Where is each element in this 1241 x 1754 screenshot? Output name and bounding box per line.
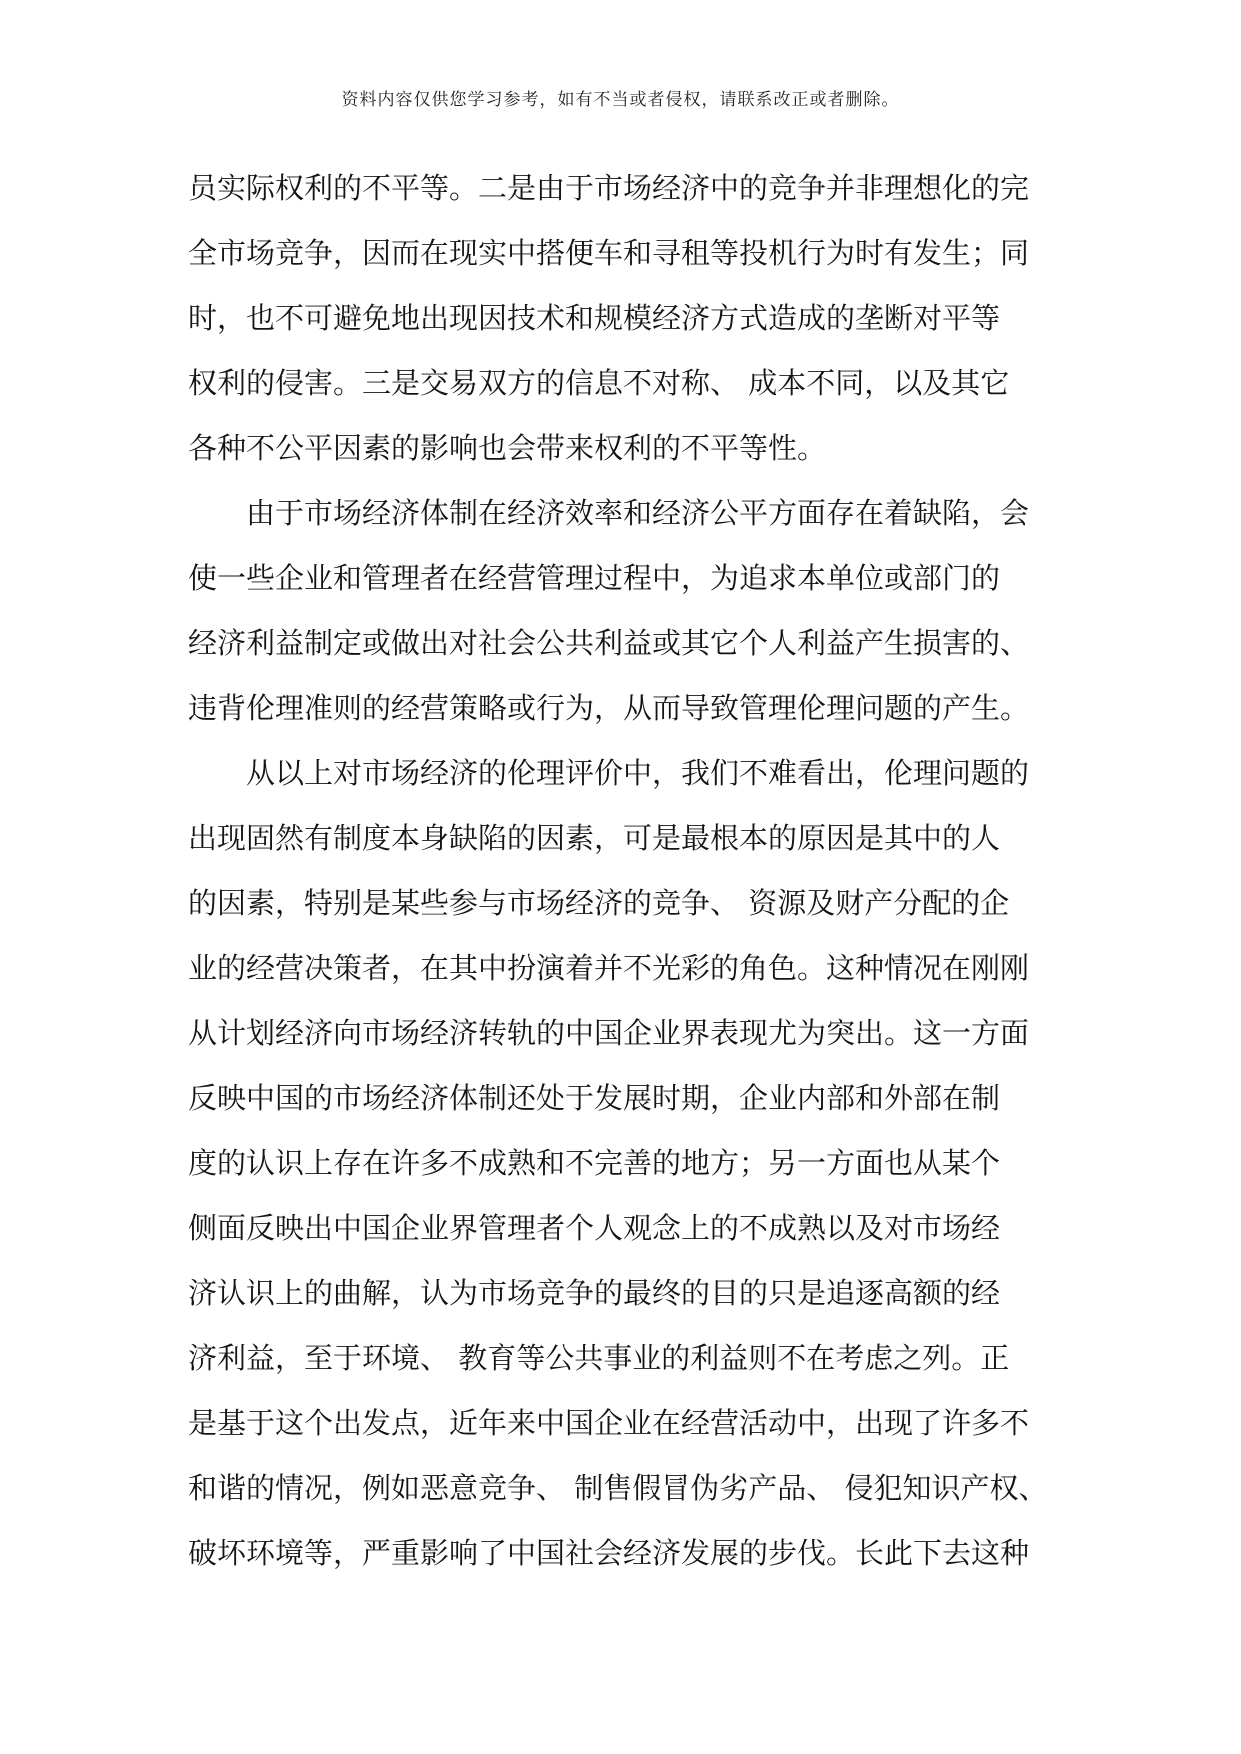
text-line: 济认识上的曲解，认为市场竞争的最终的目的只是追逐高额的经 [188, 1276, 1001, 1310]
text-line: 权利的侵害。三是交易双方的信息不对称、 成本不同，以及其它 [188, 366, 1010, 400]
text-line: 员实际权利的不平等。二是由于市场经济中的竞争并非理想化的完 [188, 171, 1030, 205]
text-line: 经济利益制定或做出对社会公共利益或其它个人利益产生损害的、 [188, 626, 1030, 660]
text-line: 违背伦理准则的经营策略或行为，从而导致管理伦理问题的产生。 [188, 691, 1030, 725]
text-line: 使一些企业和管理者在经营管理过程中，为追求本单位或部门的 [188, 561, 1001, 595]
text-line: 反映中国的市场经济体制还处于发展时期，企业内部和外部在制 [188, 1081, 1001, 1115]
text-line: 侧面反映出中国企业界管理者个人观念上的不成熟以及对市场经 [188, 1211, 1001, 1245]
text-line: 和谐的情况，例如恶意竞争、 制售假冒伪劣产品、 侵犯知识产权、 [188, 1471, 1048, 1505]
text-line: 的因素，特别是某些参与市场经济的竞争、 资源及财产分配的企 [188, 886, 1010, 920]
text-line: 从计划经济向市场经济转轨的中国企业界表现尤为突出。这一方面 [188, 1016, 1030, 1050]
text-line: 破坏环境等，严重影响了中国社会经济发展的步伐。长此下去这种 [188, 1536, 1030, 1570]
text-line: 时，也不可避免地出现因技术和规模经济方式造成的垄断对平等 [188, 301, 1001, 335]
page-header-notice: 资料内容仅供您学习参考，如有不当或者侵权，请联系改正或者删除。 [341, 90, 900, 110]
text-line: 由于市场经济体制在经济效率和经济公平方面存在着缺陷，会 [246, 496, 1030, 530]
body-text [188, 156, 1088, 1586]
text-line: 是基于这个出发点，近年来中国企业在经营活动中，出现了许多不 [188, 1406, 1030, 1440]
text-line: 出现固然有制度本身缺陷的因素，可是最根本的原因是其中的人 [188, 821, 1001, 855]
text-line: 业的经营决策者，在其中扮演着并不光彩的角色。这种情况在刚刚 [188, 951, 1030, 985]
text-line: 全市场竞争，因而在现实中搭便车和寻租等投机行为时有发生；同 [188, 236, 1030, 270]
text-line: 度的认识上存在许多不成熟和不完善的地方；另一方面也从某个 [188, 1146, 1001, 1180]
text-line: 各种不公平因素的影响也会带来权利的不平等性。 [188, 431, 827, 465]
text-line: 济利益，至于环境、 教育等公共事业的利益则不在考虑之列。正 [188, 1341, 1010, 1375]
text-line: 从以上对市场经济的伦理评价中，我们不难看出，伦理问题的 [246, 756, 1030, 790]
